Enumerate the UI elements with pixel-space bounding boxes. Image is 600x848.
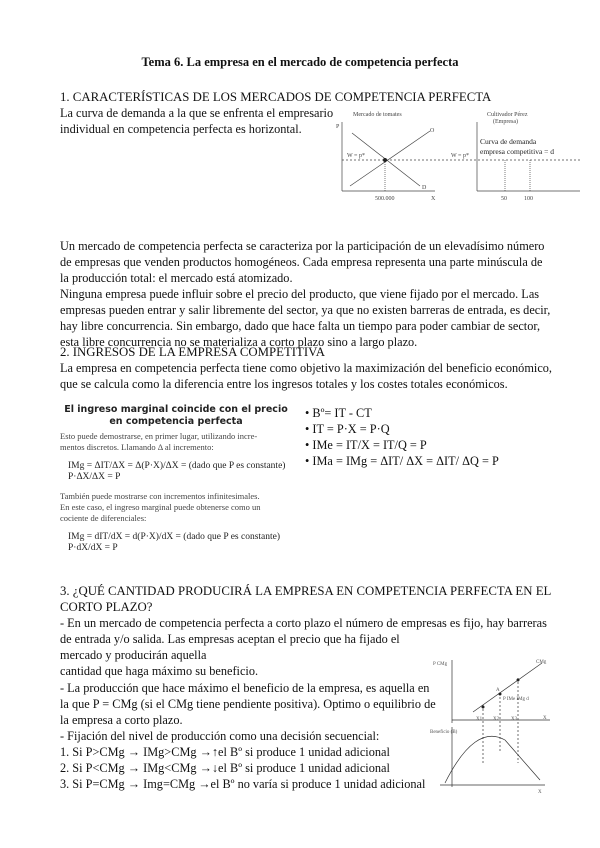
bullet-item: • IMa = IMg = ΔIT/ ΔX = ΔIT/ ΔQ = P — [305, 454, 499, 468]
text-line: la producción total: el mercado está atomizado. — [60, 271, 293, 285]
profit-maximization-figure — [430, 655, 570, 795]
text-line: - Fijación del nivel de producción como una decisión secuencial: — [60, 729, 380, 743]
fig-o-label: O — [430, 128, 435, 134]
text-line: mercado y producirán aquella — [60, 648, 207, 662]
fig-x-label: X — [538, 790, 542, 795]
fig-right-title-1: Cultivador Pérez — [487, 112, 528, 118]
fig-a-label: A — [496, 688, 500, 693]
box-title: en competencia perfecta — [109, 416, 243, 427]
bullet-item: • IMe = IT/X = IT/Q = P — [305, 438, 427, 452]
text-line: La curva de demanda a la que se enfrenta el empresario — [60, 106, 334, 120]
section-3-heading: 3. ¿QUÉ CANTIDAD PRODUCIRÁ LA EMPRESA EN COMPETENCIA PERFECTA EN EL — [60, 584, 552, 598]
equation-1: IMg = ΔIT/ΔX = Δ(P·X)/ΔX = (dado que P es constante) P·ΔX/ΔX = P — [68, 461, 286, 482]
bullet-text: IT = P·X = P·Q — [312, 422, 390, 436]
fig-eq-label: W = p* — [347, 153, 365, 159]
fig-x-label: X — [543, 716, 547, 721]
fig-price-line-label: P IMe IMg d — [503, 697, 529, 702]
text-line: 1. Si P>CMg → IMg>CMg →↑el Bº si produce 1 unidad adicional — [60, 745, 390, 759]
box-text: Esto puede demostrarse, en primer lugar, utilizando incre- — [60, 431, 258, 441]
text-line: la empresa a corto plazo. — [60, 713, 183, 727]
point — [482, 706, 485, 709]
equilibrium-point — [383, 158, 387, 162]
text-line: que se calcula como la diferencia entre los ingresos totales y los costes totales económicos. — [60, 377, 508, 391]
fig-x2: X2 — [493, 717, 500, 722]
text-line: Un mercado de competencia perfecta se caracteriza por la participación de un elevadísimo número — [60, 239, 545, 253]
text-line: - En un mercado de competencia perfecta a corto plazo el número de empresas es fijo, hay barreras — [60, 616, 547, 630]
text-line: individual en competencia perfecta es horizontal. — [60, 122, 302, 136]
text-line: - La producción que hace máximo el beneficio de la empresa, es aquella en — [60, 681, 430, 695]
text-line: la que P = CMg (si el CMg tiene pendiente positiva). Optimo o equilibrio de — [60, 697, 436, 711]
section-2-heading: 2. INGRESOS DE LA EMPRESA COMPETITIVA — [60, 345, 325, 359]
text-line: hay libre concurrencia. Sin embargo, dado que hace falta un tiempo para poder cambiar de sector, — [60, 319, 541, 333]
bullet-text: Bº= IT - CT — [312, 406, 372, 420]
equation-2: IMg = dIT/dX = d(P·X)/dX = (dado que P es constante) P·dX/dX = P — [68, 532, 281, 553]
text-line: de empresas que venden productos homogéneos. Cada empresa representa una parte minúscula de — [60, 255, 543, 269]
text-line: 3. Si P=CMg → Img=CMg →el Bº no varía si produce 1 unidad adicional — [60, 777, 426, 791]
fig-demand-label-2: empresa competitiva = d — [480, 147, 554, 156]
page-title: Tema 6. La empresa en el mercado de competencia perfecta — [141, 55, 459, 69]
fig-eq-label: W = p* — [451, 153, 469, 159]
text-line: Ninguna empresa puede influir sobre el precio del producto, que viene fijado por el mercado. Las — [60, 287, 540, 301]
box-text: En este caso, el ingreso marginal puede obtenerse como un — [60, 502, 261, 512]
fig-x2: 100 — [524, 196, 533, 202]
market-demand-figure — [335, 108, 585, 208]
fig-demand-label-1: Curva de demanda — [480, 137, 537, 146]
text-line: de entrada y/o salida. Las empresas aceptan el precio que ha fijado el — [60, 632, 400, 646]
box-text: También puede mostrarse con incrementos infinitesimales. — [60, 491, 260, 501]
fig-x1: X1 — [476, 717, 483, 722]
fig-x-value: 500.000 — [375, 196, 395, 202]
fig-x3: X3 — [511, 717, 518, 722]
fig-b-label: Beneficio (B) — [430, 730, 458, 735]
box-text: mentos discretos. Llamando Δ al incremento: — [60, 442, 214, 452]
text-line: La empresa en competencia perfecta tiene como objetivo la maximización del beneficio económico, — [60, 361, 552, 375]
fig-d-label: D — [422, 185, 427, 191]
text-line: esta libre concurrencia no se materializa a corto plazo sino a largo plazo. — [60, 335, 418, 349]
text-line: 2. Si P<CMg → IMg<CMg →↓el Bº si produce 1 unidad adicional — [60, 761, 390, 775]
fig-x1: 50 — [501, 196, 507, 202]
text-line: empresas pueden entrar y salir libremente del sector, ya que no existen barreras de entrada, es decir, — [60, 303, 551, 317]
fig-left-title: Mercado de tomates — [353, 112, 402, 118]
fig-p-label: P — [336, 124, 340, 130]
figure-axes-and-curves — [440, 660, 550, 787]
bullet-text: IMe = IT/X = IT/Q = P — [312, 438, 427, 452]
fig-x-label: X — [431, 196, 436, 202]
section-3-heading: CORTO PLAZO? — [60, 600, 153, 614]
box-text: cociente de diferenciales: — [60, 513, 147, 523]
bullet-item: • IT = P·X = P·Q — [305, 422, 390, 436]
marginal-revenue-box — [60, 404, 292, 554]
bullet-text: IMa = IMg = ΔIT/ ΔX = ΔIT/ ΔQ = P — [312, 454, 499, 468]
section-1-heading: 1. CARACTERÍSTICAS DE LOS MERCADOS DE COMPETENCIA PERFECTA — [60, 90, 492, 104]
bullet-item: • Bº= IT - CT — [305, 406, 372, 420]
fig-cmg-label: CMg — [536, 660, 547, 665]
fig-y-label: P CMg — [433, 662, 448, 667]
box-title-block — [60, 404, 292, 428]
fig-right-title-2: (Empresa) — [493, 119, 518, 125]
point — [517, 679, 520, 682]
text-line: cantidad que haga máximo su beneficio. — [60, 664, 259, 678]
box-title: El ingreso marginal coincide con el precio — [64, 404, 288, 415]
